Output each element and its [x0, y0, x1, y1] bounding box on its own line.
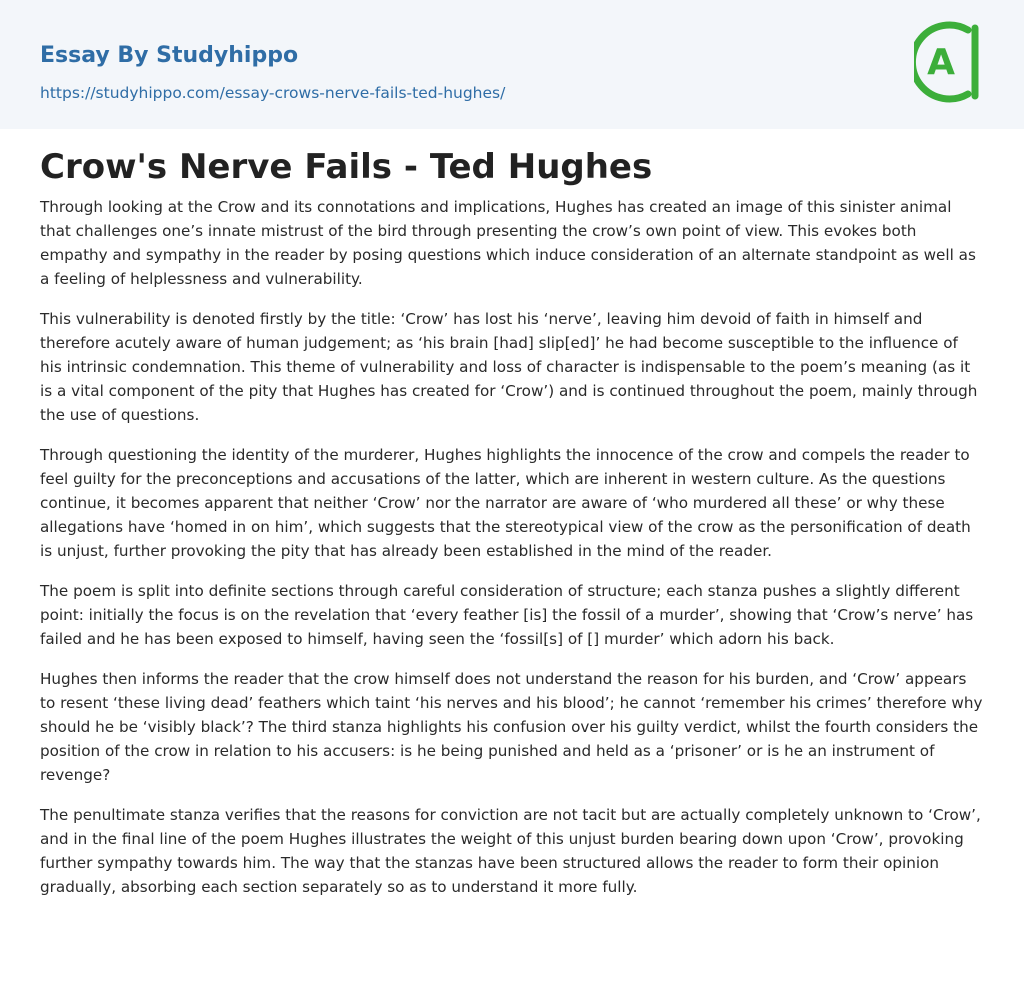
article-paragraph-5: Hughes then informs the reader that the crow himself does not understand the reason for his burden, and ‘Crow’ appears to resent ‘these living dead’ feathers which taint ‘his nerves and his blood’; he cannot ‘remember his crimes’ therefore why should he be ‘visibly black’? The third stanza highlights his confusion over his guilty verdict, whilst the fourth considers the position of the crow in relation to his accusers: is he being punished and held as a ‘prisoner’ or is he an instrument of revenge?	[40, 670, 983, 784]
studyhippo-logo-icon[interactable]	[914, 18, 986, 106]
article-paragraph-1: Through looking at the Crow and its connotations and implications, Hughes has created an image of this sinister animal that challenges one’s innate mistrust of the bird through presenting the crow’s own point of view. This evokes both empathy and sympathy in the reader by posing questions which induce consideration of an alternate standpoint as well as a feeling of helplessness and vulnerability.	[40, 198, 976, 288]
logo-letter: A	[927, 42, 955, 83]
article	[0, 129, 1024, 899]
page-header	[0, 0, 1024, 129]
article-paragraph-3: Through questioning the identity of the murderer, Hughes highlights the innocence of the crow and compels the reader to feel guilty for the preconceptions and accusations of the latter, which are inherent in western culture. As the questions continue, it becomes apparent that neither ‘Crow’ nor the narrator are aware of ‘who murdered all these’ or why these allegations have ‘homed in on him’, which suggests that the stereotypical view of the crow as the personification of death is unjust, further provoking the pity that has already been established in the mind of the reader.	[40, 446, 971, 560]
article-title: Crow's Nerve Fails - Ted Hughes	[40, 147, 653, 187]
article-paragraph-4: The poem is split into definite sections through careful consideration of structure; each stanza pushes a slightly different point: initially the focus is on the revelation that ‘every feather [is] the fossil of a murder’, showing that ‘Crow’s nerve’ has failed and he has been exposed to himself, having seen the ‘fossil[s] of [] murder’ which adorn his back.	[40, 582, 974, 648]
source-url-link[interactable]: https://studyhippo.com/essay-crows-nerve-fails-ted-hughes/	[40, 84, 506, 102]
article-paragraph-6: The penultimate stanza verifies that the reasons for conviction are not tacit but are actually completely unknown to ‘Crow’, and in the final line of the poem Hughes illustrates the weight of this unjust burden bearing down upon ‘Crow’, provoking further sympathy towards him. The way that the stanzas have been structured allows the reader to form their opinion gradually, absorbing each section separately so as to understand it more fully.	[40, 806, 981, 896]
brand-name[interactable]: Essay By Studyhippo	[40, 43, 299, 68]
article-paragraph-2: This vulnerability is denoted firstly by the title: ‘Crow’ has lost his ‘nerve’, leaving him devoid of faith in himself and therefore acutely aware of human judgement; as ‘his brain [had] slip[ed]’ he had become susceptible to the influence of his intrinsic condemnation. This theme of vulnerability and loss of character is indispensable to the poem’s meaning (as it is a vital component of the pity that Hughes has created for ‘Crow’) and is continued throughout the poem, mainly through the use of questions.	[40, 310, 978, 424]
